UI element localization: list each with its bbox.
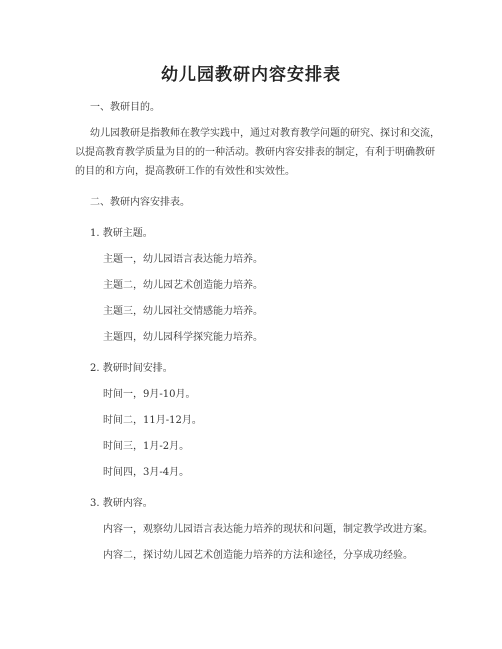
list-item: 主题二，幼儿园艺术创造能力培养。 — [103, 280, 263, 291]
document-title: 幼儿园教研内容安排表 — [161, 65, 341, 85]
purpose-paragraph-line-2: 以提高教育教学质量为目的的一种活动。教研内容安排表的制定，有利于明确教研 — [75, 147, 435, 158]
section-heading-purpose: 一、教研目的。 — [90, 102, 160, 113]
list-item: 时间二，11月-12月。 — [103, 415, 202, 426]
list-item: 主题一，幼儿园语言表达能力培养。 — [103, 254, 263, 265]
list-item: 主题四，幼儿园科学探究能力培养。 — [103, 332, 263, 343]
subheading-time-schedule: 2. 教研时间安排。 — [90, 363, 173, 374]
list-item: 主题三，幼儿园社交情感能力培养。 — [103, 306, 263, 317]
list-item: 时间三，1月-2月。 — [103, 441, 190, 452]
subheading-content: 3. 教研内容。 — [90, 498, 153, 509]
list-item: 时间四，3月-4月。 — [103, 467, 190, 478]
purpose-paragraph-line-1: 幼儿园教研是指教师在教学实践中，通过对教育教学问题的研究、探讨和交流， — [90, 128, 440, 139]
list-item: 内容一，观察幼儿园语言表达能力培养的现状和问题，制定教学改进方案。 — [103, 524, 433, 535]
subheading-topics: 1. 教研主题。 — [90, 228, 153, 239]
purpose-paragraph-line-3: 的目的和方向，提高教研工作的有效性和实效性。 — [75, 166, 295, 177]
list-item: 内容二，探讨幼儿园艺术创造能力培养的方法和途径，分享成功经验。 — [103, 550, 413, 561]
list-item: 时间一，9月-10月。 — [103, 389, 196, 400]
section-heading-schedule-table: 二、教研内容安排表。 — [90, 197, 190, 208]
